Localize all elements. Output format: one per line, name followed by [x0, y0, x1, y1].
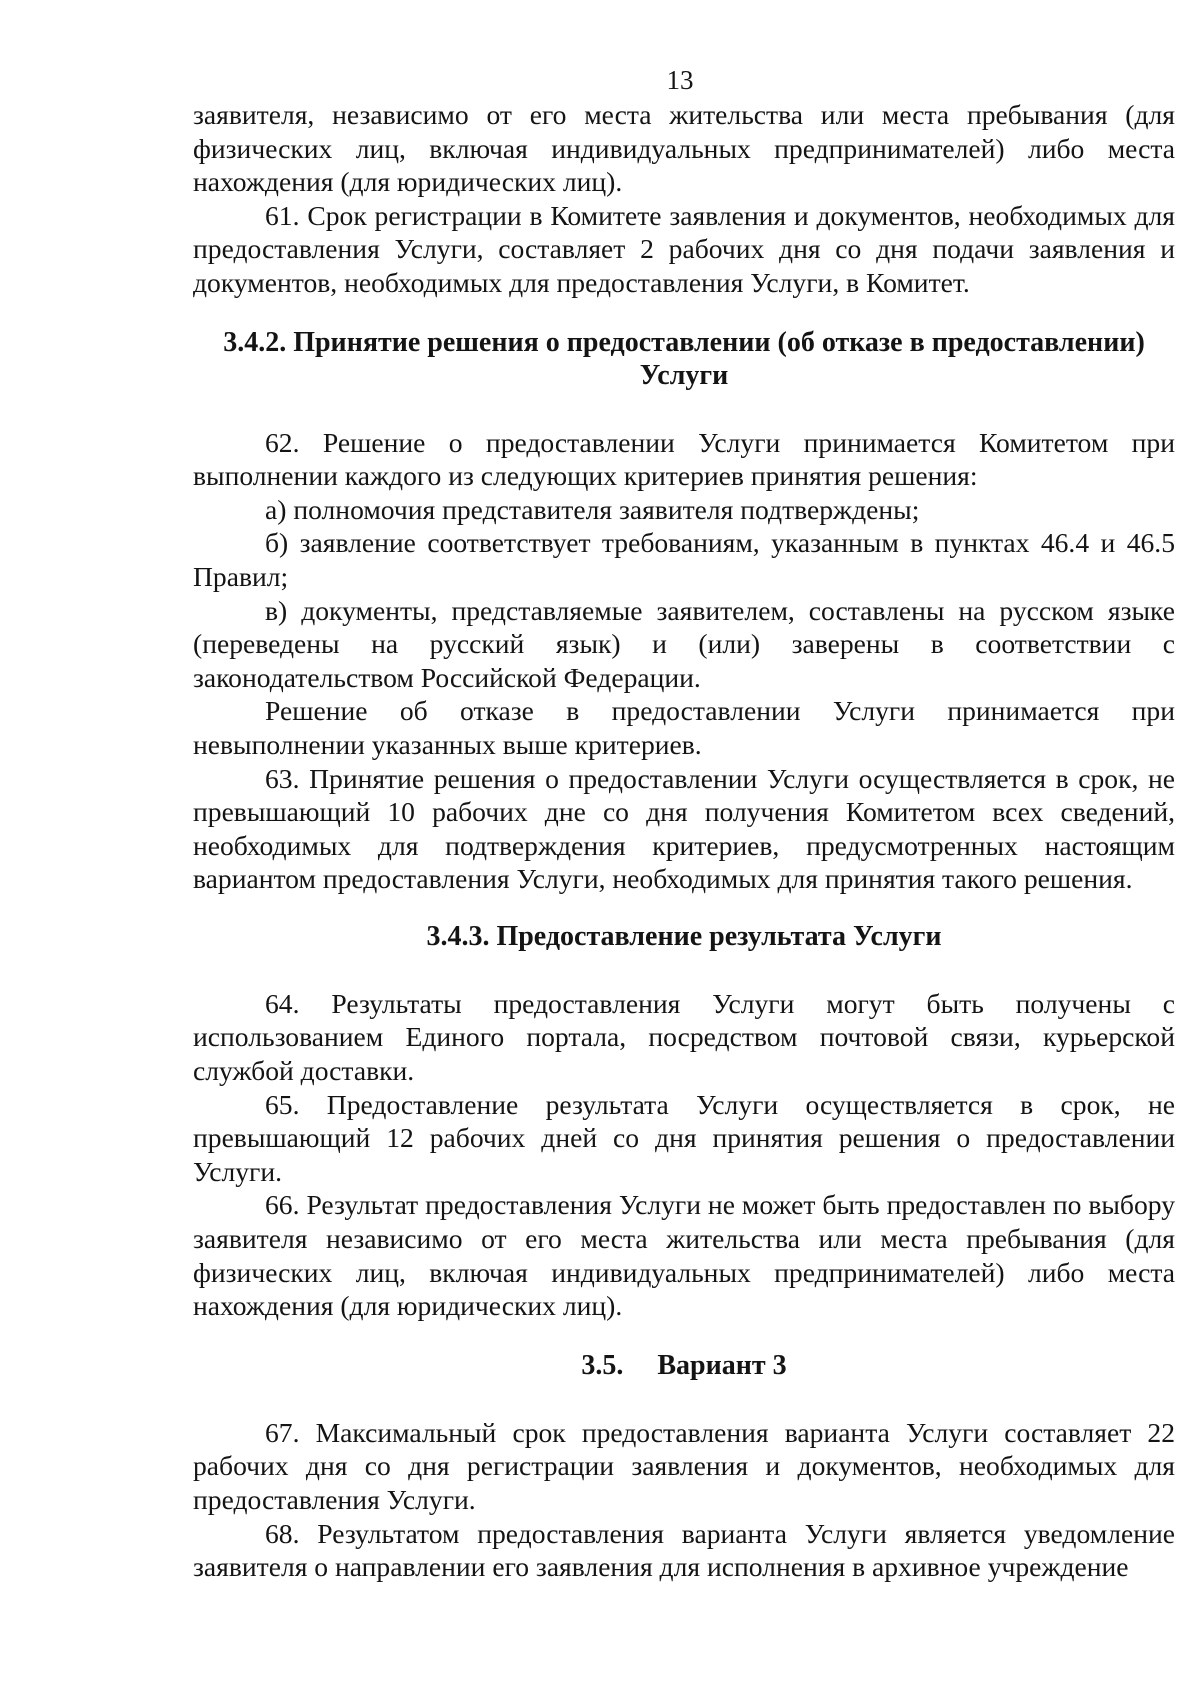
section-heading-3-4-2-line1: 3.4.2. Принятие решения о предоставлении (об отказе в предоставлении) [223, 326, 1145, 358]
paragraph-62: 62. Решение о предоставлении Услуги принимается Комитетом при выполнении каждого из следующих критериев принятия решения: [193, 426, 1175, 492]
section-heading-3-4-2 [193, 326, 1175, 392]
section-heading-3-5-title: Вариант 3 [657, 1349, 787, 1381]
section-heading-3-4-2-line2: Услуги [639, 359, 729, 391]
paragraph-68: 68. Результатом предоставления варианта Услуги является уведомление заявителя о направлении его заявления для исполнения в архивное учреждение [193, 1517, 1175, 1583]
section-heading-3-4-3: 3.4.3. Предоставление результата Услуги [426, 920, 942, 952]
section-heading-3-5 [193, 1349, 1175, 1382]
document-body [193, 98, 1175, 1584]
paragraph-62-b: б) заявление соответствует требованиям, указанным в пунктах 46.4 и 46.5 Правил; [193, 527, 1175, 592]
paragraph-62-v: в) документы, представляемые заявителем, составлены на русском языке (переведены на русский язык) и (или) заверены в соответствии с законодательством Российской Федерации. [193, 594, 1175, 693]
page-number: 13 [666, 65, 694, 95]
paragraph-64: 64. Результаты предоставления Услуги могут быть получены с использованием Единого портала, посредством почтовой связи, курьерской службой доставки. [193, 987, 1175, 1087]
paragraph-62-refusal: Решение об отказе в предоставлении Услуги принимается при невыполнении указанных выше критериев. [193, 695, 1175, 760]
section-heading-3-5-number: 3.5. [581, 1349, 624, 1381]
paragraph-61: 61. Срок регистрации в Комитете заявления и документов, необходимых для предоставления Услуги, составляет 2 рабочих дня со дня подачи заявления и документов, необходимых для предоставления Услуги, в Комитет. [193, 199, 1175, 298]
paragraph-62-a: а) полномочия представителя заявителя подтверждены; [265, 493, 920, 525]
paragraph-63: 63. Принятие решения о предоставлении Услуги осуществляется в срок, не превышающий 10 рабочих дне со дня получения Комитетом всех сведений, необходимых для подтверждения критериев, предусмотренных настоящим вариантом предоставления Услуги, необходимых для принятия такого решения. [193, 762, 1175, 895]
paragraph-65: 65. Предоставление результата Услуги осуществляется в срок, не превышающий 12 рабочих дней со дня принятия решения о предоставлении Услуги. [193, 1088, 1175, 1187]
paragraph-66: 66. Результат предоставления Услуги не может быть предоставлен по выбору заявителя независимо от его места жительства или места пребывания (для физических лиц, включая индивидуальных предпринимателей) либо места нахождения (для юридических лиц). [193, 1189, 1175, 1322]
paragraph-67: 67. Максимальный срок предоставления варианта Услуги составляет 22 рабочих дня со дня регистрации заявления и документов, необходимых для предоставления Услуги. [193, 1416, 1175, 1515]
paragraph-continuation: заявителя, независимо от его места жительства или места пребывания (для физических лиц, включая индивидуальных предпринимателей) либо места нахождения (для юридических лиц). [193, 99, 1175, 198]
